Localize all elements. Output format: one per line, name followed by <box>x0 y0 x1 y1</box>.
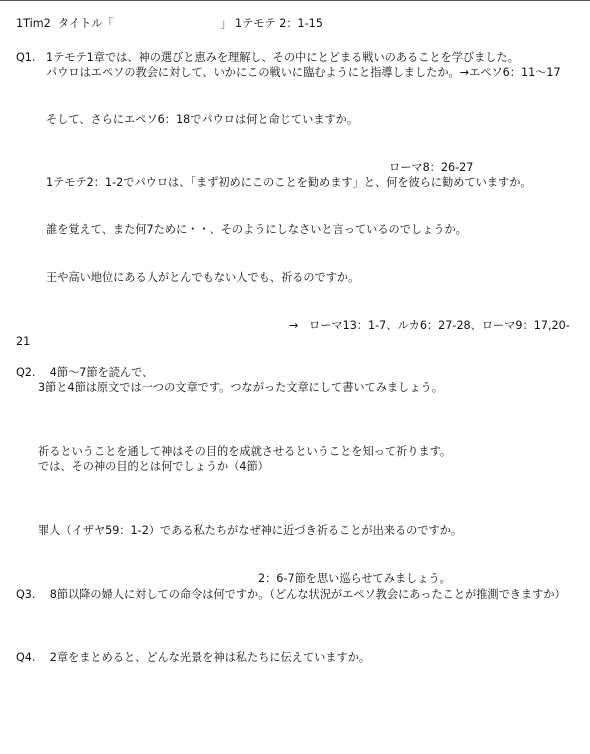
q1-kings-question: 王や高い地位にある人がとんでもない人でも、祈るのですか。 <box>46 271 360 284</box>
q2-reflection-reference: 2：6-7節を思い巡らせてみましょう。 <box>258 572 451 585</box>
q2-gods-purpose-question: では、その神の目的とは何でしょうか（4節） <box>38 460 269 473</box>
q4-question: Q4. 2章をまとめると、どんな光景を神は私たちに伝えていますか。 <box>16 651 371 664</box>
q1-cross-references-wrap: 21 <box>16 335 31 348</box>
q1-number: Q1. <box>16 51 36 64</box>
q1-cross-references: → ローマ13：1-7、ルカ6：27-28、ローマ9：17,20- <box>289 319 570 332</box>
q2-sinners-question: 罪人（イザヤ59：1-2）である私たちがなぜ神に近づき祈ることが出来るのですか。 <box>38 524 463 537</box>
worksheet-header: 1Tim2 タイトル「 」 1テモテ 2：1-15 <box>16 17 323 30</box>
q1-intro-text: 1テモテ1章では、神の選びと恵みを理解し、その中にとどまる戦いのあることを学びました。 <box>46 51 519 64</box>
q3-question: Q3. 8節以降の婦人に対しての命令は何ですか。（どんな状況がエペソ教会にあったことが推測できますか） <box>16 588 566 601</box>
q2-intro: Q2. 4節〜7節を読んで、 <box>16 366 154 379</box>
q2-combine-sentences: 3節と4節は原文では一つの文章です。つながった文章にして書いてみましょう。 <box>38 381 443 394</box>
q2-prayer-statement: 祈るということを通して神はその目的を成就させるということを知って祈ります。 <box>38 445 452 458</box>
q1-whom-question: 誰を覚えて、また何7ために・・、そのようにしなさいと言っているのでしょうか。 <box>46 223 467 236</box>
q1-1tim2-question: 1テモテ2：1-2でパウロは、「まず初めにこのことを勧めます」と、何を彼らに勧めていますか。 <box>46 176 532 189</box>
q1-romans8-reference: ローマ8：26-27 <box>389 161 474 174</box>
top-border-line <box>0 0 590 1</box>
q1-ephesians618-question: そして、さらにエペソ6：18でパウロは何と命じていますか。 <box>46 113 359 126</box>
q1-ephesians-question: パウロはエペソの教会に対して、いかにこの戦いに臨むようにと指導しましたか。→エペソ6：11〜17 <box>46 66 561 79</box>
